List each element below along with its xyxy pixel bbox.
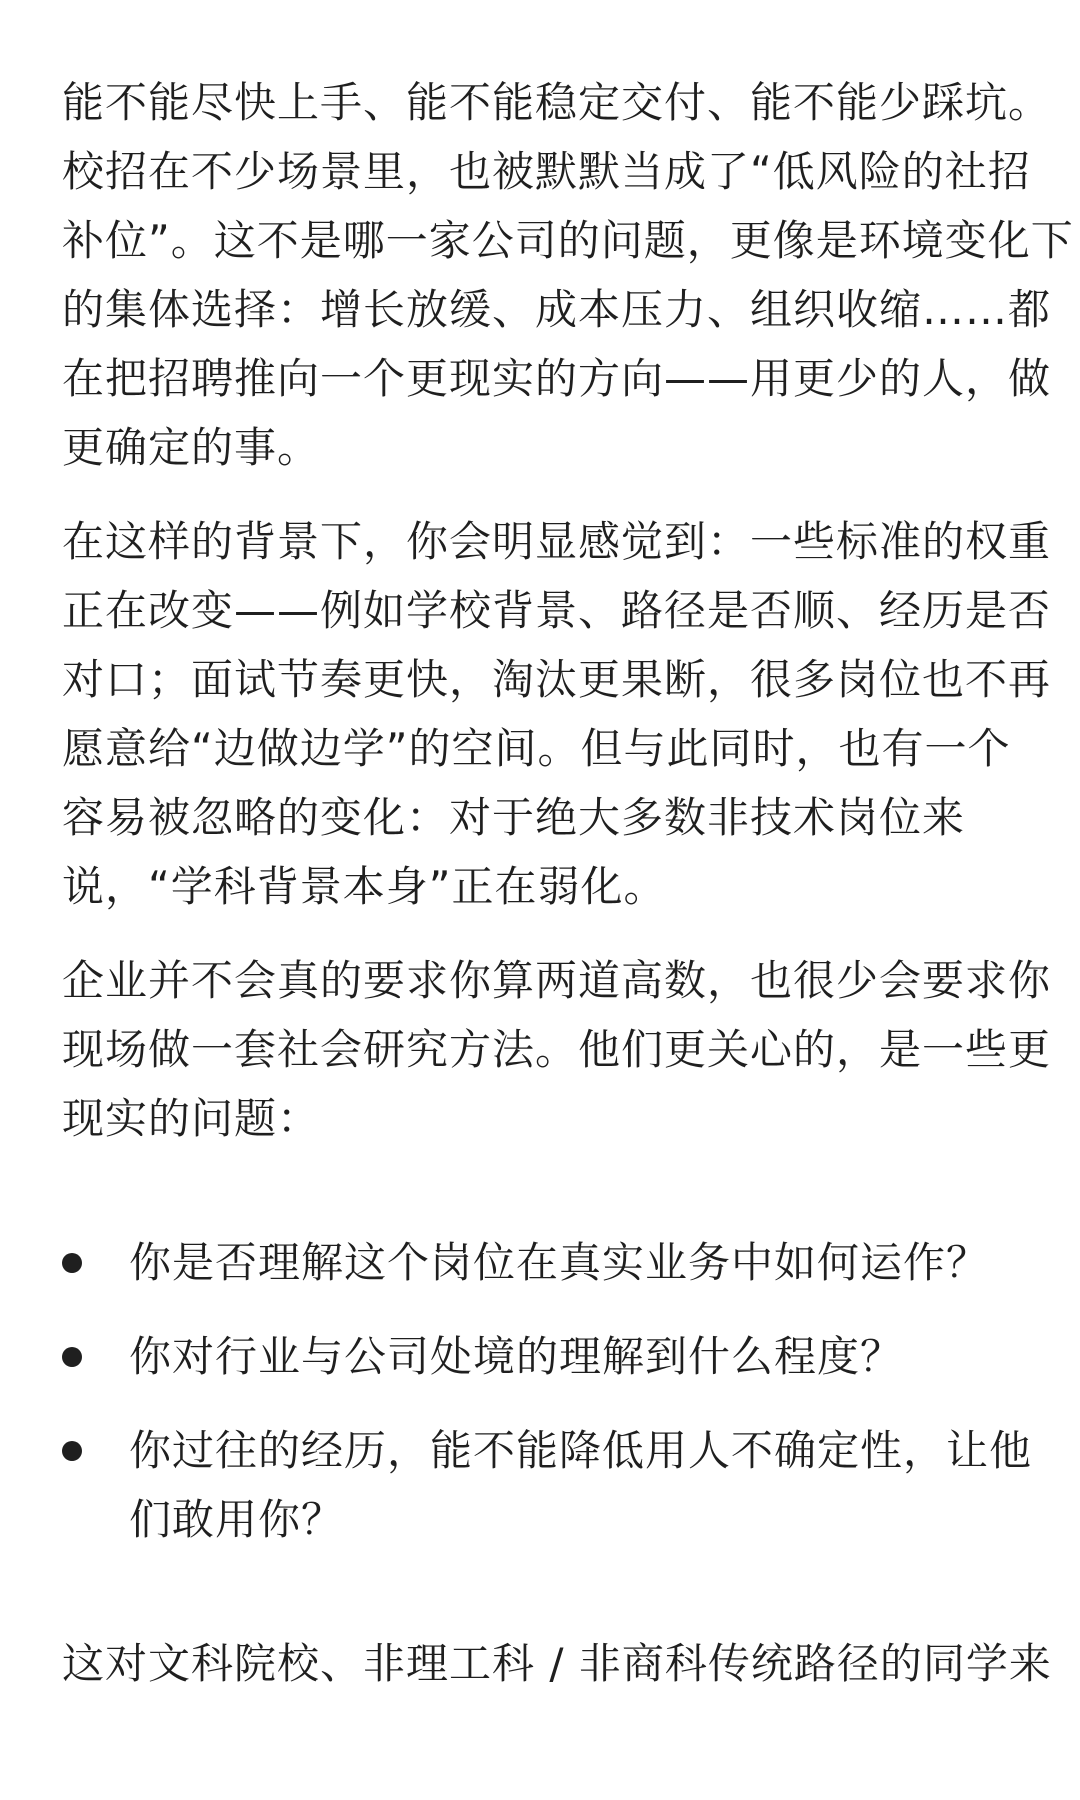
paragraph-line: 现实的问题：	[62, 1094, 321, 1143]
list-item-text: 你是否理解这个岗位在真实业务中如何运作？	[129, 1238, 990, 1287]
paragraph-3	[62, 946, 1052, 1153]
paragraph-line: 能不能尽快上手、能不能稳定交付、能不能少踩坑。	[62, 78, 1052, 127]
bullet-list	[62, 1228, 1033, 1554]
paragraph-spacer	[62, 482, 1022, 507]
article-body	[62, 68, 1074, 1698]
paragraph-line: 说，“学科背景本身”正在弱化。	[62, 862, 667, 911]
paragraph-line: 在这样的背景下，你会明显感觉到：一些标准的权重	[62, 517, 1052, 566]
list-spacer	[62, 1554, 1022, 1629]
list-item-text: 们敢用你？	[129, 1495, 345, 1544]
bullet-dot-icon	[62, 1253, 82, 1273]
paragraph-line: 这对文科院校、非理工科 / 非商科传统路径的同学来	[62, 1639, 1052, 1688]
paragraph-4	[62, 1629, 1052, 1698]
list-spacer	[62, 1153, 1022, 1228]
list-item	[62, 1322, 1022, 1391]
paragraph-spacer	[62, 921, 1022, 946]
paragraph-line: 正在改变——例如学校背景、路径是否顺、经历是否	[62, 586, 1052, 635]
paragraph-line: 更确定的事。	[62, 423, 321, 472]
list-item	[62, 1228, 1022, 1297]
bullet-dot-icon	[62, 1441, 82, 1461]
list-item-text: 你对行业与公司处境的理解到什么程度？	[129, 1332, 904, 1381]
list-item-text: 你过往的经历，能不能降低用人不确定性，让他	[129, 1426, 1033, 1475]
paragraph-line: 的集体选择：增长放缓、成本压力、组织收缩……都	[62, 285, 1052, 334]
paragraph-line: 现场做一套社会研究方法。他们更关心的，是一些更	[62, 1025, 1052, 1074]
paragraph-2	[62, 507, 1052, 921]
paragraph-1	[62, 68, 1074, 482]
paragraph-line: 补位”。这不是哪一家公司的问题，更像是环境变化下	[62, 216, 1074, 265]
paragraph-line: 企业并不会真的要求你算两道高数，也很少会要求你	[62, 956, 1052, 1005]
paragraph-line: 校招在不少场景里，也被默默当成了“低风险的社招	[62, 147, 1031, 196]
list-item	[62, 1416, 1033, 1554]
paragraph-line: 对口；面试节奏更快，淘汰更果断，很多岗位也不再	[62, 655, 1052, 704]
paragraph-line: 容易被忽略的变化：对于绝大多数非技术岗位来	[62, 793, 966, 842]
paragraph-line: 在把招聘推向一个更现实的方向——用更少的人，做	[62, 354, 1052, 403]
paragraph-line: 愿意给“边做边学”的空间。但与此同时，也有一个	[62, 724, 1011, 773]
bullet-dot-icon	[62, 1347, 82, 1367]
